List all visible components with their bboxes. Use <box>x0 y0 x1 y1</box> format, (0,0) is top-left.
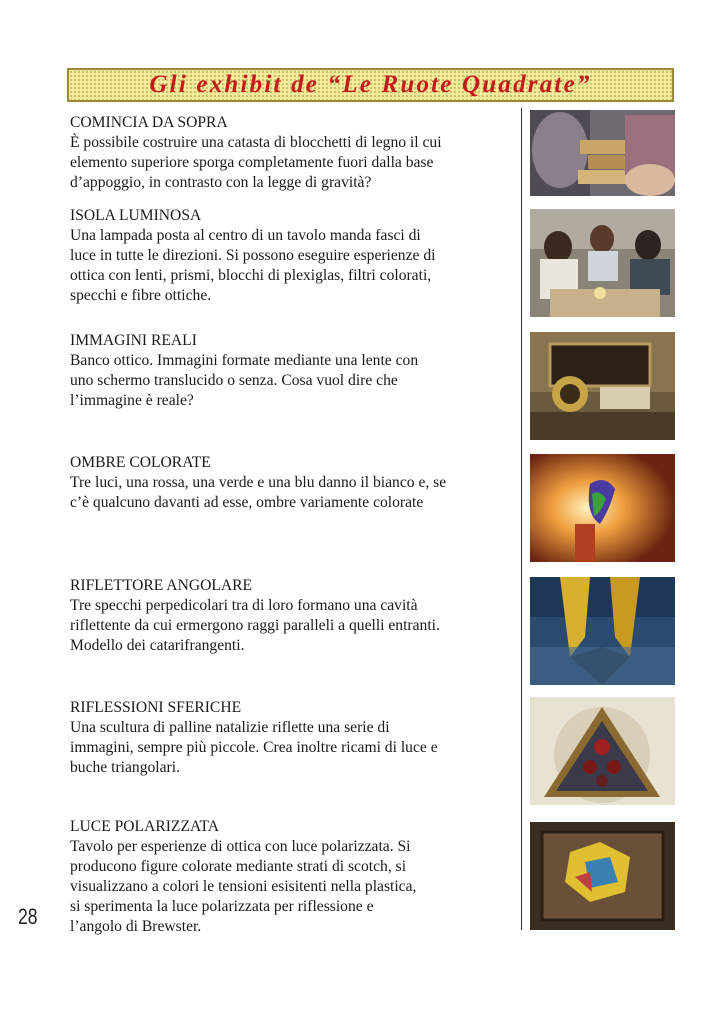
photo-colored-shadows <box>530 454 675 562</box>
exhibit-immagini-reali <box>70 331 515 411</box>
exhibit-luce-polarizzata <box>70 817 515 937</box>
exhibit-text-line: elemento superiore sporga completamente fuori dalla base <box>70 154 434 171</box>
exhibit-text-line: Tre specchi perpedicolari tra di loro formano una cavità <box>70 597 418 614</box>
exhibit-text-line: c’è qualcuno davanti ad esse, ombre variamente colorate <box>70 494 424 511</box>
exhibit-title: ISOLA LUMINOSA <box>70 207 202 224</box>
exhibit-title: RIFLETTORE ANGOLARE <box>70 577 253 594</box>
exhibit-title: LUCE POLARIZZATA <box>70 818 220 835</box>
page-title: Gli exhibit de “Le Ruote Quadrate” <box>149 71 592 98</box>
exhibit-text-line: immagini, sempre più piccole. Crea inoltre ricami di luce e <box>70 739 438 756</box>
exhibit-text-line: uno schermo translucido o senza. Cosa vuol dire che <box>70 372 398 389</box>
photo-polarized-light <box>530 822 675 930</box>
exhibit-text-line: si sperimenta la luce polarizzata per riflessione e <box>70 898 374 915</box>
photo-optical-bench <box>530 332 675 440</box>
exhibit-text-line: riflettente da cui ermergono raggi paralleli a quelli entranti. <box>70 617 440 634</box>
photo-spherical-reflections <box>530 697 675 805</box>
exhibit-isola-luminosa <box>70 206 515 306</box>
exhibit-text-line: buche triangolari. <box>70 759 180 776</box>
exhibit-title: OMBRE COLORATE <box>70 454 211 471</box>
exhibit-text-line: Una lampada posta al centro di un tavolo manda fasci di <box>70 227 421 244</box>
exhibit-ombre-colorate <box>70 453 515 513</box>
exhibit-title: IMMAGINI REALI <box>70 332 197 349</box>
exhibit-text-line: Una scultura di palline natalizie riflette una serie di <box>70 719 390 736</box>
exhibit-text-line: d’appoggio, in contrasto con la legge di gravità? <box>70 174 372 191</box>
exhibit-text-line: Banco ottico. Immagini formate mediante una lente con <box>70 352 419 369</box>
title-banner <box>67 68 674 102</box>
exhibit-text-line: visualizzano a colori le tensioni esisitenti nella plastica, <box>70 878 417 895</box>
exhibit-text-line: È possibile costruire una catasta di blocchetti di legno il cui <box>70 134 442 151</box>
exhibit-title: RIFLESSIONI SFERICHE <box>70 699 242 716</box>
photo-wooden-blocks <box>530 110 675 196</box>
exhibit-title: COMINCIA DA SOPRA <box>70 114 228 131</box>
photo-corner-reflector <box>530 577 675 685</box>
exhibit-riflettore-angolare <box>70 576 515 656</box>
column-divider <box>521 108 522 930</box>
exhibit-text-line: Tavolo per esperienze di ottica con luce polarizzata. Si <box>70 838 411 855</box>
exhibit-text-line: luce in tutte le direzioni. Si possono eseguire esperienze di <box>70 247 436 264</box>
exhibit-text-line: l’immagine è reale? <box>70 392 194 409</box>
exhibit-text-line: ottica con lenti, prismi, blocchi di plexiglas, filtri colorati, <box>70 267 432 284</box>
exhibit-text-line: Tre luci, una rossa, una verde e una blu danno il bianco e, se <box>70 474 447 491</box>
exhibit-riflessioni-sferiche <box>70 698 515 778</box>
exhibit-comincia-da-sopra <box>70 113 515 193</box>
exhibit-text-line: specchi e fibre ottiche. <box>70 287 212 304</box>
exhibit-text-line: l’angolo di Brewster. <box>70 918 202 935</box>
exhibit-text-line: producono figure colorate mediante strati di scotch, si <box>70 858 407 875</box>
exhibit-text-line: Modello dei catarifrangenti. <box>70 637 245 654</box>
page-number: 28 <box>18 904 38 929</box>
photo-light-table <box>530 209 675 317</box>
